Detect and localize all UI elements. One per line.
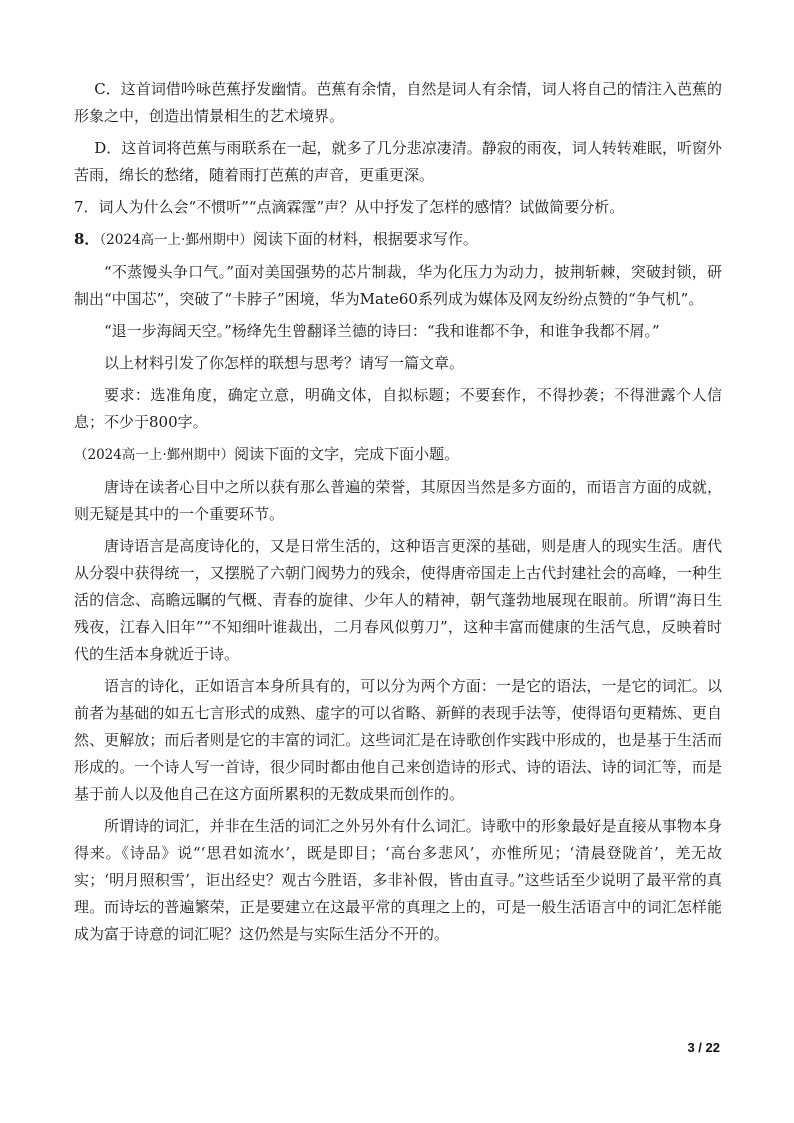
passage-header xyxy=(74,441,722,469)
question-8-prompt: 阅读下面的材料，根据要求写作。 xyxy=(252,230,478,248)
passage-paragraph-3: 语言的诗化，正如语言本身所具有的，可以分为两个方面：一是它的语法，一是它的词汇。以前者为基础的如五七言形式的成熟、虚字的可以省略、新鲜的表现手法等，使得语句更精炼、更自然、更解放；而后者则是它的丰富的词汇。这些词汇是在诗歌创作实践中形成的，也是基于生活而形成的。一个诗人写一首诗，很少同时都由他自己来创造诗的形式、诗的语法、诗的词汇等，而是基于前人以及他自己在这方面所累积的无数成果而创作的。 xyxy=(74,677,722,803)
question-8-requirements: 要求：选准角度，确定立意，明确文体，自拟标题；不要套作，不得抄袭；不得泄露个人信息；不少于800字。 xyxy=(74,386,722,431)
question-8-number: 8． xyxy=(74,230,100,248)
question-8-material-1: “不蒸馒头争口气。”面对美国强势的芯片制裁，华为化压力为动力，披荆斩棘，突破封锁，研制出“中国芯”，突破了“卡脖子”困境，华为Mate60系列成为媒体及网友纷纷点赞的“争气机”。 xyxy=(74,263,722,308)
question-8-task: 以上材料引发了你怎样的联想与思考？请写一篇文章。 xyxy=(104,354,465,372)
passage-paragraph-1: 唐诗在读者心目中之所以获有那么普遍的荣誉，其原因当然是多方面的，而语言方面的成就，则无疑是其中的一个重要环节。 xyxy=(74,478,722,523)
passage-paragraph-4: 所谓诗的词汇，并非在生活的词汇之外另外有什么词汇。诗歌中的形象最好是直接从事物本身得来。《诗品》说“‘思君如流水’，既是即目；‘高台多悲风’，亦惟所见；‘清晨登陇首’，羌无故实；‘明月照积雪’，讵出经史？观古今胜语，多非补假，皆由直寻。”这些话至少说明了最平常的真理。而诗坛的普遍繁荣，正是要建立在这最平常的真理之上的，可是一般生活语言中的词汇怎样能成为富于诗意的词汇呢？这仍然是与实际生活分不开的。 xyxy=(74,817,722,943)
page-content xyxy=(74,76,722,953)
passage-paragraph-2: 唐诗语言是高度诗化的，又是日常生活的，这种语言更深的基础，则是唐人的现实生活。唐代从分裂中获得统一，又摆脱了六朝门阀势力的残余，使得唐帝国走上古代封建社会的高峰，一种生活的信念、高瞻远瞩的气概、青春的旋律、少年人的精神，朝气蓬勃地展现在眼前。所谓“海日生残夜，江春入旧年”“不知细叶谁裁出，二月春风似剪刀”，这种丰富而健康的生活气息，反映着时代的生活本身就近于诗。 xyxy=(74,537,722,663)
option-d: D．这首词将芭蕉与雨联系在一起，就多了几分悲凉凄清。静寂的雨夜，词人转转难眠，听窗外苦雨，绵长的愁绪，随着雨打芭蕉的声音，更重更深。 xyxy=(74,139,722,184)
question-8-header xyxy=(74,226,722,254)
passage-prompt: 阅读下面的文字，完成下面小题。 xyxy=(234,445,460,463)
question-8-source: （2024高一上·鄞州期中） xyxy=(99,232,253,248)
page-number: 3 / 22 xyxy=(687,1040,720,1055)
option-c: C．这首词借吟咏芭蕉抒发幽情。芭蕉有余情，自然是词人有余情，词人将自己的情注入芭蕉的形象之中，创造出情景相生的艺术境界。 xyxy=(74,80,722,125)
question-7: 7．词人为什么会“不惯听”“点滴霖霪”声？从中抒发了怎样的感情？试做简要分析。 xyxy=(74,198,625,216)
passage-source: （2024高一上·鄞州期中） xyxy=(74,447,235,463)
question-8-material-2: “退一步海阔天空。”杨绛先生曾翻译兰德的诗曰：“我和谁都不争，和谁争我都不屑。” xyxy=(104,322,660,340)
